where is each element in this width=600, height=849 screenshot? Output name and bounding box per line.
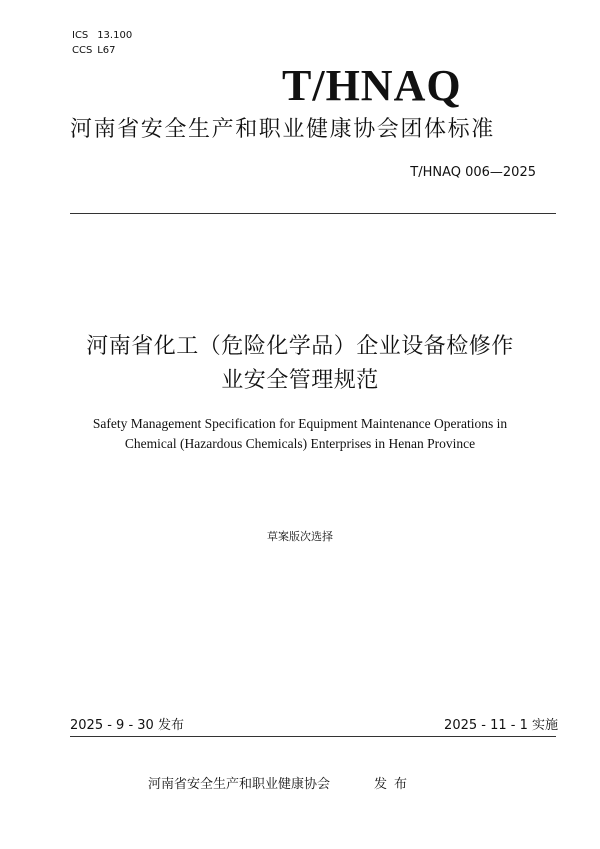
ccs-value: L67 [97, 45, 116, 56]
document-title-chinese [0, 330, 600, 398]
ics-code [72, 30, 132, 42]
issuing-organization: 河南省安全生产和职业健康协会 [148, 777, 331, 792]
ccs-label: CCS [72, 45, 93, 56]
draft-version-note: 草案版次选择 [267, 530, 333, 543]
organization-title: 河南省安全生产和职业健康协会团体标准 [70, 117, 495, 142]
ics-value: 13.100 [97, 30, 133, 41]
document-title-english [0, 414, 600, 454]
header-divider [70, 213, 556, 214]
title-chinese-line-2: 业安全管理规范 [221, 368, 379, 393]
footer-divider [70, 736, 556, 737]
implementation-date: 2025 - 11 - 1 实施 [444, 718, 558, 733]
publish-date: 2025 - 9 - 30 发布 [70, 718, 184, 733]
title-english-line-1: Safety Management Specification for Equipment Maintenance Operations in [92, 416, 508, 431]
ccs-code [72, 45, 115, 57]
issue-action: 发布 [374, 777, 415, 792]
title-chinese-line-1: 河南省化工（危险化学品）企业设备检修作 [86, 334, 514, 359]
title-english-line-2: Chemical (Hazardous Chemicals) Enterprises in Henan Province [124, 436, 476, 451]
standard-number: T/HNAQ 006—2025 [410, 165, 536, 180]
standard-brand-mark: T/HNAQ [282, 61, 462, 110]
ics-label: ICS [72, 30, 89, 41]
